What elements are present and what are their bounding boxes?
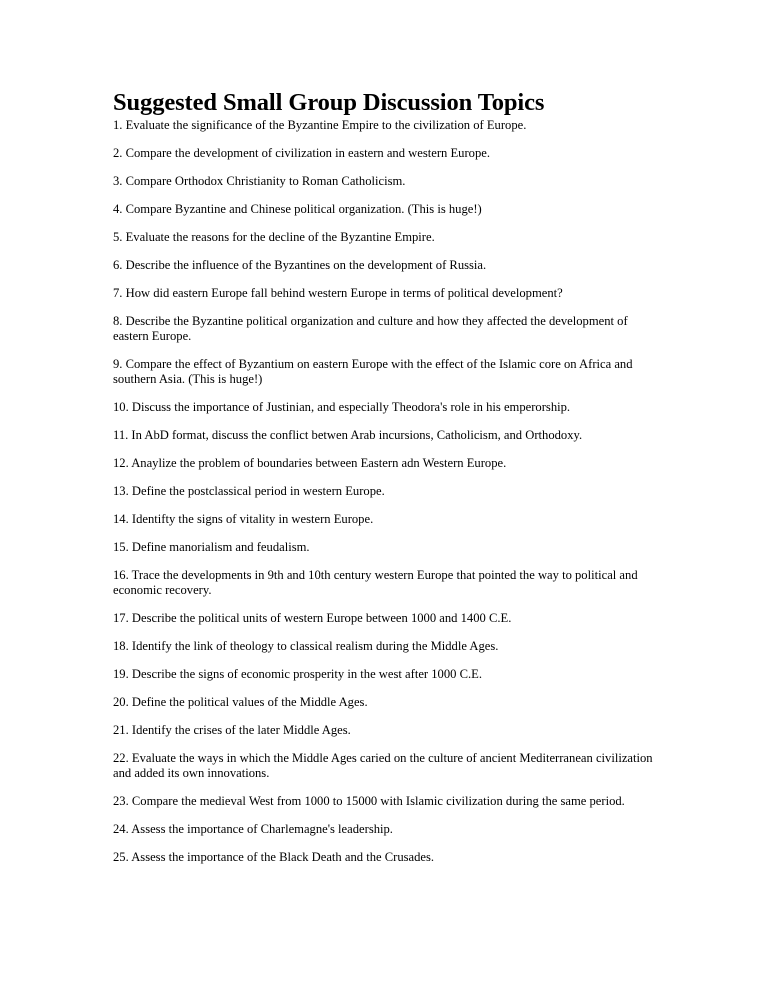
topic-item: 23. Compare the medieval West from 1000 to 15000 with Islamic civilization during the same period.: [113, 794, 625, 808]
topic-item: 2. Compare the development of civilization in eastern and western Europe.: [113, 146, 490, 160]
topic-item: 4. Compare Byzantine and Chinese political organization. (This is huge!): [113, 202, 482, 216]
topic-list: [113, 118, 658, 865]
document-page: [113, 90, 658, 878]
topic-item: 14. Identifty the signs of vitality in western Europe.: [113, 512, 374, 526]
topic-item: 25. Assess the importance of the Black Death and the Crusades.: [113, 850, 435, 864]
topic-item: 13. Define the postclassical period in western Europe.: [113, 484, 385, 498]
topic-item: 1. Evaluate the significance of the Byzantine Empire to the civilization of Europe.: [113, 118, 527, 132]
topic-item: 3. Compare Orthodox Christianity to Roman Catholicism.: [113, 174, 406, 188]
topic-item: 8. Describe the Byzantine political organization and culture and how they affected the development of eastern Europe.: [113, 314, 628, 343]
topic-item: 12. Anaylize the problem of boundaries between Eastern adn Western Europe.: [113, 456, 507, 470]
topic-item: 16. Trace the developments in 9th and 10th century western Europe that pointed the way to political and economic recovery.: [113, 568, 638, 597]
topic-item: 15. Define manorialism and feudalism.: [113, 540, 310, 554]
topic-item: 7. How did eastern Europe fall behind western Europe in terms of political development?: [113, 286, 563, 300]
topic-item: 24. Assess the importance of Charlemagne's leadership.: [113, 822, 393, 836]
topic-item: 11. In AbD format, discuss the conflict betwen Arab incursions, Catholicism, and Orthodoxy.: [113, 428, 583, 442]
page-title: Suggested Small Group Discussion Topics: [113, 89, 545, 116]
topic-item: 6. Describe the influence of the Byzantines on the development of Russia.: [113, 258, 487, 272]
topic-item: 20. Define the political values of the Middle Ages.: [113, 695, 368, 709]
topic-item: 9. Compare the effect of Byzantium on eastern Europe with the effect of the Islamic core on Africa and southern Asia. (This is huge!): [113, 357, 633, 386]
topic-item: 18. Identify the link of theology to classical realism during the Middle Ages.: [113, 639, 499, 653]
topic-item: 22. Evaluate the ways in which the Middle Ages caried on the culture of ancient Mediterranean civilization and added its own innovations.: [113, 751, 653, 780]
topic-item: 17. Describe the political units of western Europe between 1000 and 1400 C.E.: [113, 611, 512, 625]
topic-item: 19. Describe the signs of economic prosperity in the west after 1000 C.E.: [113, 667, 482, 681]
topic-item: 21. Identify the crises of the later Middle Ages.: [113, 723, 351, 737]
topic-item: 10. Discuss the importance of Justinian, and especially Theodora's role in his emperorship.: [113, 400, 571, 414]
topic-item: 5. Evaluate the reasons for the decline of the Byzantine Empire.: [113, 230, 435, 244]
